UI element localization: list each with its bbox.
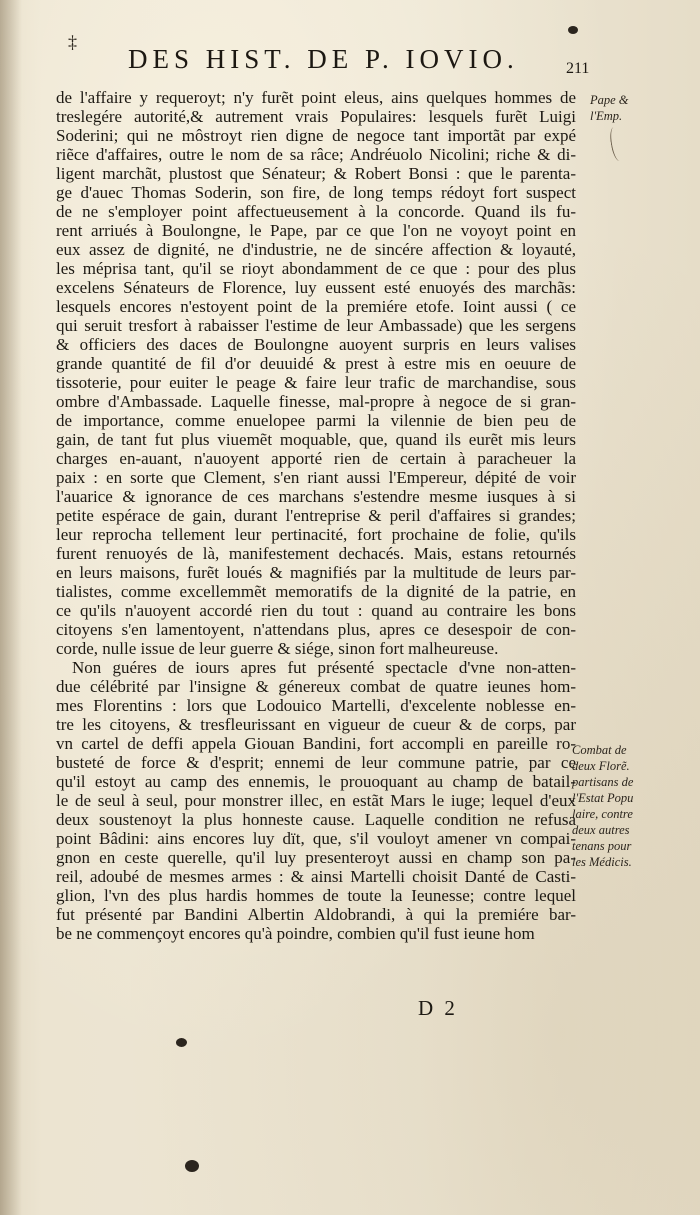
corner-mark: ‡ bbox=[68, 32, 77, 52]
margin-note-line: partisans de bbox=[572, 775, 634, 789]
text-line: ce qu'ils n'auoyent accordé rien du tout : quand au contraire les bons bbox=[56, 601, 576, 620]
margin-note-line: l'Estat Popu bbox=[572, 791, 634, 805]
text-line: ligent marchãt, plustost que Sénateur; & Robert Bonsi : que le parenta- bbox=[56, 164, 576, 183]
margin-note-line: deux autres bbox=[572, 823, 630, 837]
text-line: deux soustenoyt la plus honneste cause. Laquelle condition ne refusa bbox=[56, 810, 576, 829]
text-line: de importance, comme enuelopee parmi la vilennie de bien peu de bbox=[56, 411, 576, 430]
text-line: en leurs maisons, furẽt loués & magnifiés par la multitude de leurs par- bbox=[56, 563, 576, 582]
text-line: ombre d'Ambassade. Laquelle finesse, mal-propre à negoce de si gran- bbox=[56, 392, 576, 411]
text-line: corde, nulle issue de leur guerre & siége, sinon fort malheureuse. bbox=[56, 639, 499, 658]
text-line: glion, l'vn des plus hardis hommes de toute la Ieunesse; contre lequel bbox=[56, 886, 576, 905]
text-line: citoyens s'en lamentoyent, n'attendans plus, apres ce desespoir de con- bbox=[56, 620, 576, 639]
margin-note-pope-emperor bbox=[590, 92, 629, 124]
text-line: furent renuoyés de là, manifestement dechacés. Mais, estans retournés bbox=[56, 544, 576, 563]
text-line: vn cartel de deffi appela Giouan Bandini, fort accompli en pareille ro- bbox=[56, 734, 576, 753]
text-line: lesquels encores n'estoyent point de la premiére etofe. Ioint aussi ( ce bbox=[56, 297, 576, 316]
margin-note-line: deux Florẽ. bbox=[572, 759, 630, 773]
ink-blot bbox=[176, 1038, 187, 1047]
margin-note-line: les Médicis. bbox=[572, 855, 632, 869]
margin-note-line: l'Emp. bbox=[590, 109, 623, 123]
margin-note-line: Combat de bbox=[572, 743, 627, 757]
text-line: due célébrité par l'insigne & génereux combat de quatre ieunes hom- bbox=[56, 677, 576, 696]
text-line: fut présenté par Bandini Albertin Aldobrandi, à qui la premiére bar- bbox=[56, 905, 576, 924]
text-line: reil, adoubé de mesmes armes : & ainsi Martelli choisit Danté de Casti- bbox=[56, 867, 576, 886]
text-line: be ne commençoyt encores qu'à poindre, combien qu'il fust ieune hom bbox=[56, 924, 535, 943]
text-line: de l'affaire y requeroyt; n'y furẽt point eleus, ains quelques hommes de bbox=[56, 88, 576, 107]
text-line: Non guéres de iours apres fut présenté spectacle d'vne non-atten- bbox=[72, 658, 576, 677]
text-line: point Bâdini: ains encores luy dït, que, s'il vouloyt amener vn compai- bbox=[56, 829, 576, 848]
text-line: de ne s'employer point affectueusement à la concorde. Quand ils fu- bbox=[56, 202, 576, 221]
text-line: & officiers des daces de Boulongne auoyent surpris en leurs valises bbox=[56, 335, 576, 354]
text-line: l'auarice & ignorance de ces marchans s'estendre mesme iusques à si bbox=[56, 487, 576, 506]
margin-note-line: tenans pour bbox=[572, 839, 632, 853]
text-line: riẽce d'affaires, outre le nom de sa râce; Andréuolo Nicolini; riche & di- bbox=[56, 145, 576, 164]
text-line: paix : en sorte que Clement, s'en riant aussi l'Empereur, dépité de voir bbox=[56, 468, 576, 487]
body-text bbox=[56, 88, 576, 943]
text-line: gain, de tant fut plus viuemẽt moquable, que, quand ils eurẽt mis leurs bbox=[56, 430, 576, 449]
text-line: grande quantité de fil d'or deuuidé & prest à estre mis en oeuure de bbox=[56, 354, 576, 373]
running-head: DES HIST. DE P. IOVIO. bbox=[128, 44, 519, 74]
text-line: les méprisa tant, qu'il se rioyt abondamment de ce que : pour des plus bbox=[56, 259, 576, 278]
text-line: tialistes, comme excellemmẽt memoratifs de la dignité de la patrie, en bbox=[56, 582, 576, 601]
text-line: treslegére autorité,& autrement vrais Populaires: lesquels furẽt Luigi bbox=[56, 107, 576, 126]
signature-mark: D 2 bbox=[418, 996, 458, 1020]
text-line: mes Florentins : lors que Lodouico Martelli, d'excelente noblesse en- bbox=[56, 696, 576, 715]
text-line: gnon en ceste querelle, qu'il luy presenteroyt aussi en champ son pa- bbox=[56, 848, 576, 867]
text-line: busteté de force & d'esprit; ennemi de leur commune patrie, par ce bbox=[56, 753, 576, 772]
margin-note-line: Pape & bbox=[590, 93, 629, 107]
text-line: charges en-auant, n'auoyent apporté rien de certain à paracheuer la bbox=[56, 449, 576, 468]
text-line: qui seruit tresfort à rabaisser l'estime de leur Ambassade) que les sergens bbox=[56, 316, 576, 335]
text-line: petite espérace de gain, durant l'entreprise & peril d'affaires si grandes; bbox=[56, 506, 576, 525]
gutter-shadow bbox=[0, 0, 22, 1215]
ink-blot bbox=[185, 1160, 199, 1172]
text-line: le de seul à seul, pour monstrer illec, en estãt Mars le iuge; lequel d'eux bbox=[56, 791, 576, 810]
text-line: tissoterie, pour euiter le peage & faire leur trafic de marchandise, sous bbox=[56, 373, 576, 392]
ink-blot bbox=[568, 26, 578, 34]
text-line: excelens Sénateurs de Florence, luy eussent esté enuoyés des marchãs: bbox=[56, 278, 576, 297]
text-line: rent arriués à Boulongne, le Pape, par ce que l'on ne voyoyt point en bbox=[56, 221, 576, 240]
page-number: 211 bbox=[566, 60, 590, 77]
text-line: eux assez de dignité, ne d'industrie, ne de sincére affection & loyauté, bbox=[56, 240, 576, 259]
text-line: leur reprocha tellement leur pertinacité, fort prochaine de folie, qu'ils bbox=[56, 525, 576, 544]
margin-bracket-mark bbox=[608, 126, 625, 161]
text-line: Soderini; qui ne môstroyt rien digne de negoce tant importãt par expé bbox=[56, 126, 576, 145]
margin-note-line: laire, contre bbox=[572, 807, 633, 821]
text-line: qu'il estoyt au camp des ennemis, le prouoquant au champ de batail- bbox=[56, 772, 576, 791]
margin-note-combat bbox=[572, 742, 633, 870]
text-line: tre les citoyens, & tresfleurissant en vigueur de cueur & de corps, par bbox=[56, 715, 576, 734]
text-line: ge d'auec Thomas Soderin, son fire, de long temps rédoyt fort suspect bbox=[56, 183, 576, 202]
